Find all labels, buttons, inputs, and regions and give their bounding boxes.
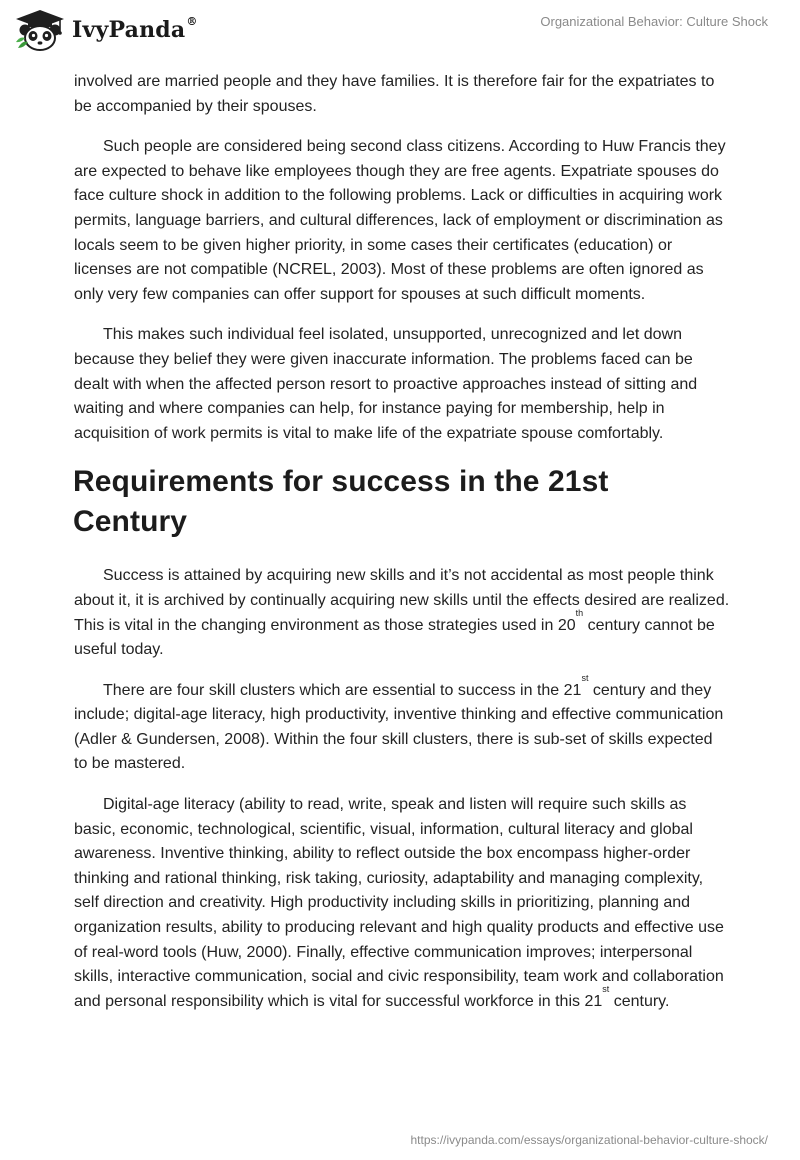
paragraph-isolation: This makes such individual feel isolated, unsupported, unrecognized and let down because they belief they were given inaccurate information. The problems faced can be dealt with when the affected person resort to proactive approaches instead of sitting and waiting and where companies can help, for instance paying for membership, help in acquisition of work permits is vital to make life of the expatriate spouse comfortably. [74,326,698,442]
document-title: Organizational Behavior: Culture Shock [540,14,768,29]
paragraph-text: Success is attained by acquiring new skills and it’s not accidental as most people think about it, it is archived by continually acquiring new skills until the effects desired are realized. This is vital in the changing environment as those strategies used in 20 [74,567,730,634]
paragraph-skill-clusters [74,672,730,777]
panda-logo-icon [14,8,66,52]
brand-name: IvyPanda® [72,15,198,43]
paragraph-digital-literacy [74,793,730,1014]
paragraph-continued: involved are married people and they have families. It is therefore fair for the expatriates to be accompanied by their spouses. [74,73,715,115]
paragraph-text: century. [609,992,670,1010]
paragraph-text: century and they include; digital-age literacy, high productivity, inventive thinking and effective communication (Adler & Gundersen, 2008). Within the four skill clusters, there is sub-set of skills expected to be mastered. [74,681,724,773]
page-header [0,0,800,60]
ivypanda-logo[interactable] [14,8,198,52]
ordinal-suffix: th [575,607,584,618]
paragraph-success-skills [74,564,730,662]
paragraph-text: century cannot be useful today. [74,616,715,659]
paragraph-text: Digital-age literacy (ability to read, write, speak and listen will require such skills as basic, economic, technological, scientific, visual, information, cultural literacy and global awareness. Inventive thinking, ability to reflect outside the box encompass higher-order thinking and rational thinking, risk taking, curiosity, adaptability and managing complexity, self direction and creativity. High productivity including skills in prioritizing, planning and organization results, ability to producing relevant and high quality products and effective use of real-word tools (Huw, 2000). Finally, effective communication improves; interpersonal skills, interactive communication, social and civic responsibility, team work and collaboration and personal responsibility which is vital for successful workforce in this 21 [74,796,724,1010]
article-body [74,70,730,1030]
paragraph-text: There are four skill clusters which are essential to success in the 21 [103,681,582,699]
ordinal-suffix: st [581,672,589,683]
footer-source-url[interactable]: https://ivypanda.com/essays/organizational-behavior-culture-shock/ [410,1133,768,1147]
section-heading: Requirements for success in the 21st Century [73,465,609,539]
registered-mark: ® [186,15,198,28]
paragraph-second-class-citizens: Such people are considered being second class citizens. According to Huw Francis they are expected to behave like employees though they are free agents. Expatriate spouses do face culture shock in addition to the following problems. Lack or difficulties in acquiring work permits, language barriers, and cultural differences, lack of employment or discrimination as locals seem to be given higher priority, in some cases their certificates (education) or licenses are not compatible (NCREL, 2003). Most of these problems are often ignored as only very few companies can offer support for spouses at such difficult moments. [74,138,726,303]
ordinal-suffix: st [602,983,610,994]
